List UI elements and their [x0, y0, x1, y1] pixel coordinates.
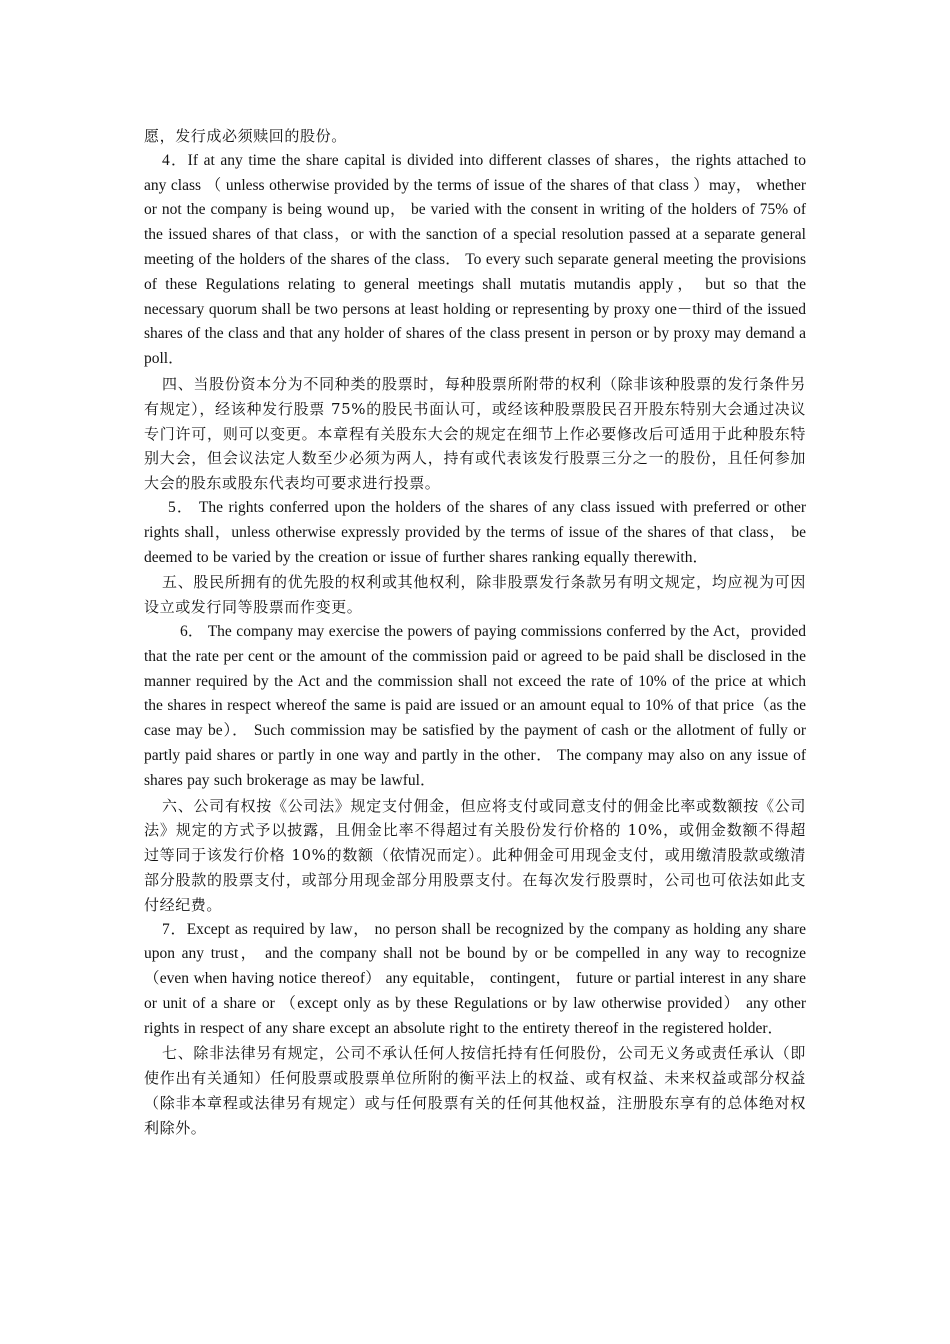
paragraph-5-en: 5． The rights conferred upon the holders of the shares of any class issued with preferred or other rights shall，unless otherwise expressly provided by the terms of issue of the shares of that class， be deemed to be varied by the creation or issue of further shares ranking equally therewith．: [144, 498, 806, 566]
paragraph-7-zh: 七、除非法律另有规定，公司不承认任何人按信托持有任何股份，公司无义务或责任承认（即使作出有关通知）任何股票或股票单位所附的衡平法上的权益、或有权益、未来权益或部分权益（除非本章程或法律另有规定）或与任何股票有关的任何其他权益，注册股东享有的总体绝对权利除外。: [144, 1044, 806, 1137]
paragraph-6-en: 6． The company may exercise the powers of paying commissions conferred by the Act，provided that the rate per cent or the amount of the commission paid or agreed to be paid shall be disclosed in the manner required by the Act and the commission shall not exceed the rate of 10% of the price at which the shares in respect whereof the same is paid are issued or an amount equal to 10% of that price（as the case may be）． Such commission may be satisfied by the payment of cash or the allotment of fully or partly paid shares or partly in one way and partly in the other． The company may also on any issue of shares pay such brokerage as may be lawful．: [144, 622, 806, 789]
paragraph-continuation-zh: 愿，发行成必须赎回的股份。: [144, 127, 347, 145]
paragraph-7-en: 7．Except as required by law， no person shall be recognized by the company as holding any share upon any trust， and the company shall not be bound by or be compelled in any way to recognize （even when having notice thereof） any equitable， contingent， future or partial interest in any share or unit of a share or （except only as by these Regulations or by law otherwise provided） any other rights in respect of any share except an absolute right to the entirety thereof in the registered holder．: [144, 920, 806, 1037]
paragraph-6-zh: 六、公司有权按《公司法》规定支付佣金，但应将支付或同意支付的佣金比率或数额按《公司法》规定的方式予以披露，且佣金比率不得超过有关股份发行价格的 10%，或佣金数额不得超过等同于该发行价格 10%的数额（依情况而定）。此种佣金可用现金支付，或用缴清股款或缴清部分股款的股票支付，或部分用现金部分用股票支付。在每次发行股票时，公司也可依法如此支付经纪费。: [144, 796, 806, 914]
paragraph-4-zh: 四、当股份资本分为不同种类的股票时，每种股票所附带的权利（除非该种股票的发行条件另有规定），经该种发行股票 75%的股民书面认可，或经该种股票股民召开股东特别大会通过决议专门许可，则可以变更。本章程有关股东大会的规定在细节上作必要修改后可适用于此种股东特别大会，但会议法定人数至少必须为两人，持有或代表该发行股票三分之一的股份，且任何参加大会的股东或股东代表均可要求进行投票。: [144, 374, 806, 493]
document-page: [144, 124, 806, 1141]
paragraph-5-zh: 五、股民所拥有的优先股的权利或其他权利，除非股票发行条款另有明文规定，均应视为可因设立或发行同等股票而作变更。: [144, 573, 806, 617]
paragraph-4-en: 4．If at any time the share capital is divided into different classes of shares，the rights attached to any class （ unless otherwise provided by the terms of issue of the shares of that class ）may， whether or not the company is being wound up， be varied with the consent in writing of the holders of 75% of the issued shares of that class，or with the sanction of a special resolution passed at a separate general meeting of the holders of the shares of the class． To every such separate general meeting the provisions of these Regulations relating to general meetings shall mutatis mutandis apply， but so that the necessary quorum shall be two persons at least holding or representing by proxy one－third of the issued shares of the class and that any holder of shares of the class present in person or by proxy may demand a poll．: [144, 151, 806, 368]
